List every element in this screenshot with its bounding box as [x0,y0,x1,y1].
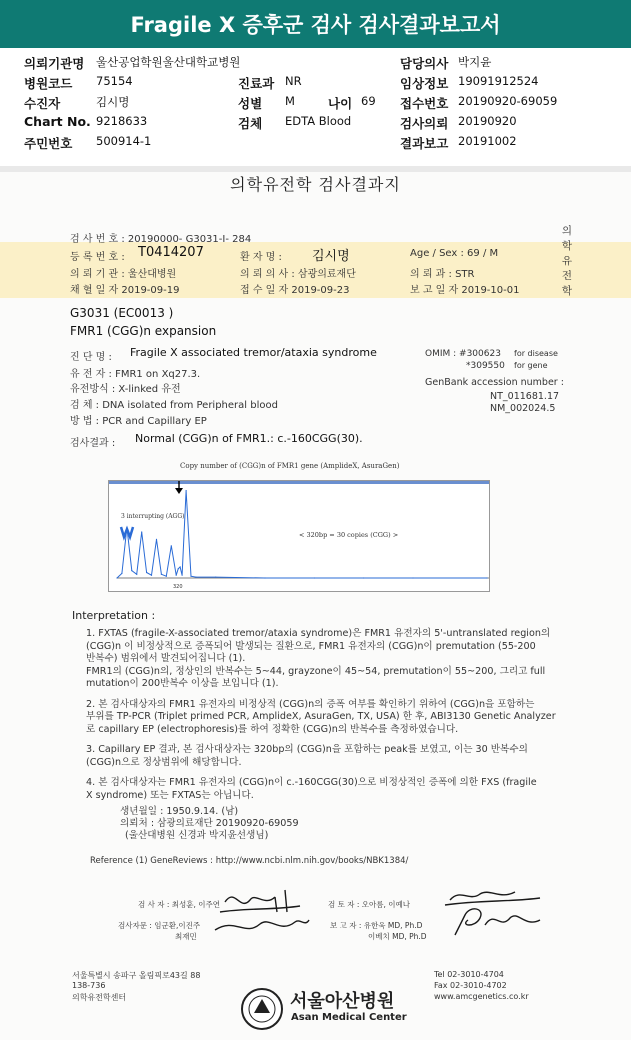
test-number: 검 사 번 호 : 20190000- G3031-I- 284 [70,234,252,245]
hospital-name-ko: 서울아산병원 [290,991,395,1012]
info-label: 주민번호 [24,136,73,151]
trace-point [314,577,315,578]
trace-point [176,575,177,576]
info-value: 박지윤 [458,55,492,69]
interp-line: 반복수) 범위에서 발견되어집니다 (1). [86,653,246,664]
patient-name: 김시명 [312,249,350,264]
info-label: Chart No. [24,114,91,129]
info-label: 성별 [238,96,263,111]
annotation-interrupting: 3 interrupting (AGG) [121,513,185,520]
test-name: FMR1 (CGG)n expansion [70,324,217,338]
reference: Reference (1) GeneReviews : http://www.ncbi.nlm.nih.gov/books/NBK1384/ [90,856,409,866]
info-label: 접수번호 [400,96,449,111]
trace-point [215,577,216,578]
trace-point [190,576,191,577]
side-label: 의학유전학 [561,225,573,297]
patient-label: 환 자 명 : [240,252,282,263]
trace-point [182,575,183,576]
report-date: 보 고 일 자 2019-10-01 [410,285,520,296]
ref-doctor: 의 뢰 의 사 : 삼광의료재단 [240,269,356,280]
trace-point [131,570,132,571]
reg-number: T0414207 [138,245,204,260]
trace-point [156,539,157,540]
info-label: 나이 [328,96,353,111]
ref-institution: 의 뢰 기 관 : 울산대병원 [70,269,177,280]
reg-label: 등 록 번 호 : [70,252,125,263]
interp-line: 4. 본 검사대상자는 FMR1 유전자의 (CGG)n이 c.-160CGG(30)으로 비정상적인 증폭에 의한 FXS (fragile [86,777,537,788]
info-label: 병원코드 [24,76,73,91]
info-row [0,134,631,153]
omim-2-note: for gene [514,361,548,370]
info-value: 75154 [96,74,133,88]
age-sex: Age / Sex : 69 / M [410,248,499,259]
info-row [0,114,631,133]
trace-point [116,577,117,578]
result: Normal (CGG)n of FMR1.: c.-160CGG(30). [135,432,363,445]
diagnosis-label: 진 단 명 : [70,352,112,363]
info-value: EDTA Blood [285,114,352,128]
interp-line: 1. FXTAS (fragile-X-associated tremor/ataxia syndrome)은 FMR1 유전자의 5'-untranslated region의 [86,628,551,639]
chart-frame [108,480,490,592]
info-label: 검체 [238,116,263,131]
inheritance: 유전방식 : X-linked 유전 [70,384,181,395]
trace-point [166,576,167,577]
chart-top-strip [109,481,489,484]
info-label: 의뢰기관명 [24,56,85,71]
info-value: 20191002 [458,134,517,148]
referrer: 의뢰처 : 삼광의료재단 20190920-69059 [120,818,299,829]
electropherogram-chart [109,481,489,591]
interp-line: X syndrome) 또는 FXTAS는 아닙니다. [86,789,254,801]
info-label: 진료과 [238,76,275,91]
interp-line: mutation이 200반복수 이상을 보입니다 (1). [86,678,279,689]
interp-line: 3. Capillary EP 결과, 본 검사대상자는 320bp의 (CGG)n을 포함하는 peak를 보였고, 이는 30 반복수의 [86,744,528,755]
peak-label: 320 [173,584,183,590]
info-label: 검사의뢰 [400,116,449,131]
info-value: 19091912524 [458,74,539,88]
receive-date: 접 수 일 자 2019-09-23 [240,285,350,296]
info-row [0,74,631,93]
info-value: 20190920 [458,114,517,128]
interp-line: 로 capillary EP (electrophoresis)를 하여 정확한 (CGG)n의 반복수를 측정하였습니다. [86,723,459,735]
info-value: NR [285,74,302,88]
website: www.amcgenetics.co.kr [434,992,529,1001]
asan-logo-icon [240,987,284,1031]
reviewer: 검 토 자 : 오아름, 이예나 [328,900,411,909]
patient-info-block [0,48,631,166]
supervisor: 검사자문 : 임군환,이진주 [118,921,201,930]
trace-point [363,577,364,578]
info-label: 임상정보 [400,76,449,91]
tester: 검 사 자 : 최성훈, 이주연 [138,900,221,909]
genbank-nm: NM_002024.5 [490,403,556,414]
interp-line: (CGG)n으로 정상범위에 해당합니다. [86,756,242,768]
info-value: 69 [361,94,376,108]
ref-dept: 의 뢰 과 : STR [410,269,475,280]
omim-1-note: for disease [514,349,558,358]
info-value: 김시명 [96,95,130,109]
gene: 유 전 자 : FMR1 on Xq27.3. [70,369,201,380]
referrer-detail: (울산대병원 신경과 박지윤선생님) [125,830,269,841]
interp-line: (CGG)n 이 비정상적으로 증폭되어 발생되는 질환으로, FMR1 유전자의 (CGG)n이 premutation (55-200 [86,640,536,652]
info-value: 울산공업학원울산대학교병원 [96,55,241,69]
tel: Tel 02-3010-4704 [434,970,504,979]
report-doc-title: 의학유전학 검사결과지 [230,175,401,194]
result-label: 검사결과 : [70,438,116,449]
omim-2: *309550 [466,361,505,371]
info-label: 결과보고 [400,136,449,151]
specimen: 검 체 : DNA isolated from Peripheral blood [70,400,278,411]
info-label: 담당의사 [400,56,449,71]
trace-point [161,574,162,575]
test-code: G3031 (EC0013 ) [70,306,174,320]
diagnosis: Fragile X associated tremor/ataxia syndrome [130,346,377,359]
trace-point [486,577,487,578]
scanned-report [0,172,631,1040]
trace-point [121,573,122,574]
info-label: 수진자 [24,96,61,111]
trace-point [178,568,179,569]
info-value: M [285,94,295,108]
signature-reviewer [440,880,550,940]
collect-date: 채 혈 일 자 2019-09-19 [70,285,180,296]
interpretation-text [86,628,556,802]
trace-point [195,577,196,578]
trace-point [171,545,172,546]
interp-line: FMR1의 (CGG)n의, 정상인의 반복수는 5~44, grayzone이 45~54, premutation이 55~200, 그리고 full [86,665,546,677]
interp-line: 부위를 TP-PCR (Triplet primed PCR, AmplideX, AsuraGen, TX, USA) 한 후, ABI3130 Genetic Analyzer [86,711,556,722]
genbank-nt: NT_011681.17 [490,391,560,402]
info-row [0,94,631,113]
info-row [0,54,631,73]
omim-1: OMIM : #300623 [425,349,501,359]
interp-line: 2. 본 검사대상자의 FMR1 유전자의 비정상적 (CGG)n의 증폭 여부를 확인하기 위하여 (CGG)n을 포함하는 [86,698,535,710]
trace-point [141,531,142,532]
birth-date: 생년월일 : 1950.9.14. (남) [120,806,239,817]
trace-point [180,566,181,567]
trace-point [264,577,265,578]
chart-title: Copy number of (CGG)n of FMR1 gene (AmplideX, AsuraGen) [180,462,400,470]
address-3: 의학유전학센터 [72,993,127,1002]
address-1: 서울특별시 송파구 올림픽로43길 88 [72,971,201,980]
trace-point [412,577,413,578]
trace-point [136,574,137,575]
w-marker [121,527,133,537]
supervisor-2: 최재민 [175,932,197,941]
interpretation-title: Interpretation : [72,609,156,622]
hospital-name-en: Asan Medical Center [291,1012,407,1023]
info-value: 20190920-69059 [458,94,558,108]
reporter-2: 이베치 MD, Ph.D [368,932,427,941]
fax: Fax 02-3010-4702 [434,981,507,990]
signature-tester [205,882,315,942]
report-title: Fragile X 증후군 검사 검사결과보고서 [130,13,501,37]
annotation-peak: < 320bp = 30 copies (CGG) > [299,531,399,539]
report-title-bar [0,0,631,48]
reporter: 보 고 자 : 유한욱 MD, Ph.D [330,921,423,930]
method: 방 법 : PCR and Capillary EP [70,416,207,427]
trace-point [151,575,152,576]
trace-point [146,572,147,573]
genbank-label: GenBank accession number : [425,377,564,388]
address-2: 138-736 [72,981,106,990]
info-value: 500914-1 [96,134,152,148]
info-value: 9218633 [96,114,148,128]
trace-point [186,490,187,491]
